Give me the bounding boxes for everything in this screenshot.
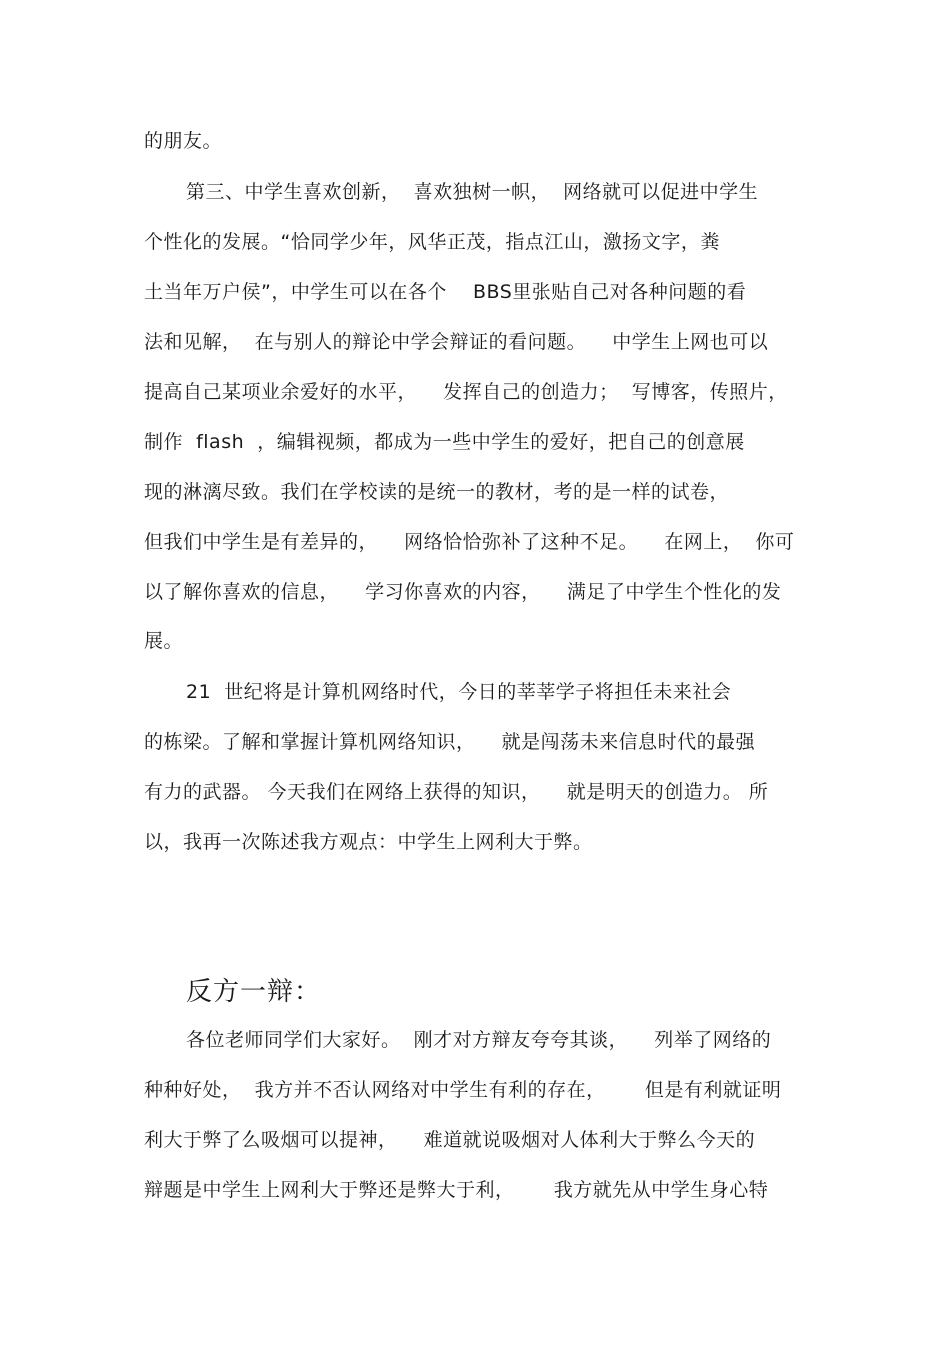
paragraph-line: 以，我再一次陈述我方观点：中学生上网利大于弊。 [144,831,593,853]
paragraph-line: 展。 [144,630,184,652]
paragraph-line: 21 世纪将是计算机网络时代，今日的莘莘学子将担任未来社会 [186,681,732,703]
paragraph-line: 现的淋漓尽致。我们在学校读的是统一的教材，考的是一样的试卷， [144,481,730,503]
paragraph-line: 制作 flash ，编辑视频，都成为一些中学生的爱好，把自己的创意展 [144,431,745,453]
paragraph-line: 种种好处， 我方并不否认网络对中学生有利的存在， 但是有利就证明 [144,1079,782,1101]
paragraph-line: 法和见解， 在与别人的辩论中学会辩证的看问题。 中学生上网也可以 [144,331,769,353]
paragraph-line: 但我们中学生是有差异的， 网络恰恰弥补了这种不足。 在网上， 你可 [144,531,795,553]
paragraph-line: 的朋友。 [144,130,223,152]
paragraph-line: 的栋梁。了解和掌握计算机网络知识， 就是闯荡未来信息时代的最强 [144,731,756,753]
paragraph-line: 有力的武器。 今天我们在网络上获得的知识， 就是明天的创造力。 所 [144,781,769,803]
paragraph-line: 辩题是中学生上网利大于弊还是弊大于利， 我方就先从中学生身心特 [144,1179,769,1201]
paragraph-line: 各位老师同学们大家好。 刚才对方辩友夸夸其谈， 列举了网络的 [186,1029,772,1051]
paragraph-line: 利大于弊了么吸烟可以提神， 难道就说吸烟对人体利大于弊么今天的 [144,1129,756,1151]
paragraph-line: 个性化的发展。“恰同学少年，风华正茂，指点江山，激扬文字，粪 [144,231,720,253]
section-heading: 反方一辩： [186,977,322,1007]
paragraph-line: 第三、中学生喜欢创新， 喜欢独树一帜， 网络就可以促进中学生 [186,181,759,203]
paragraph-line: 土当年万户侯”，中学生可以在各个 BBS里张贴自己对各种问题的看 [144,281,747,303]
paragraph-line: 提高自己某项业余爱好的水平， 发挥自己的创造力； 写博客，传照片， [144,381,788,403]
paragraph-line: 以了解你喜欢的信息， 学习你喜欢的内容， 满足了中学生个性化的发 [144,581,782,603]
